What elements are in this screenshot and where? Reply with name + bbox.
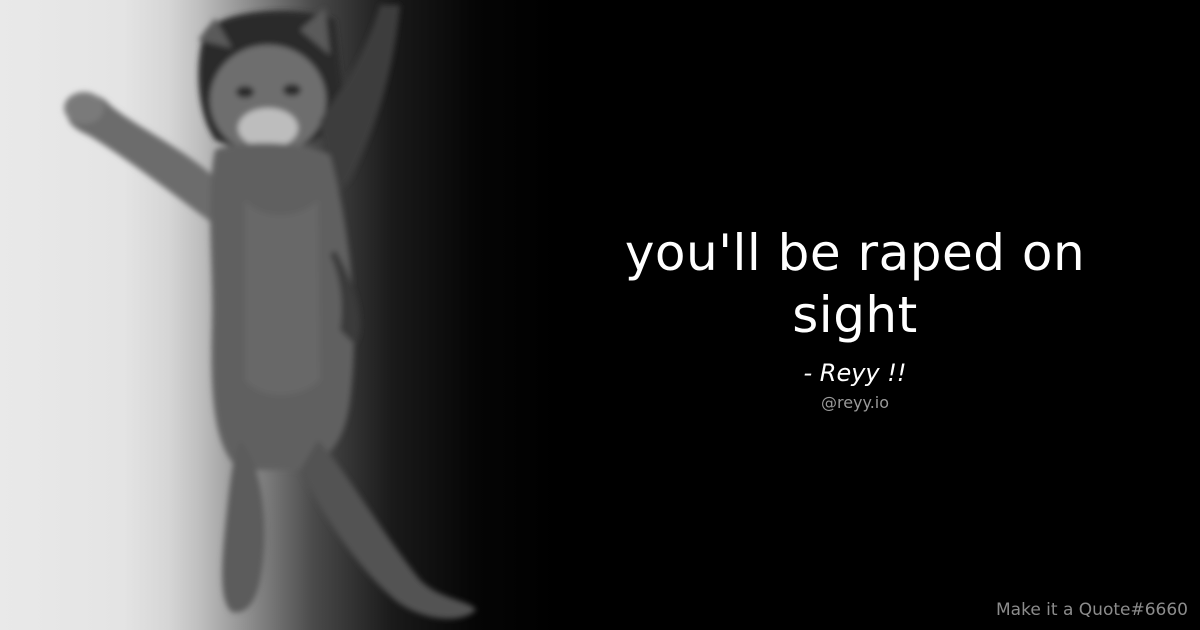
author-handle: @reyy.io bbox=[820, 393, 890, 412]
quote-author: - Reyy !! bbox=[803, 359, 907, 387]
cat-figure bbox=[0, 0, 560, 630]
quote-line-2: sight bbox=[792, 286, 918, 344]
cat-silhouette bbox=[64, 5, 476, 619]
quote-text bbox=[540, 222, 1170, 346]
cat-photo bbox=[0, 0, 560, 630]
watermark: Make it a Quote#6660 bbox=[996, 600, 1188, 620]
quote-line-1: you'll be raped on bbox=[624, 224, 1086, 282]
quote-block bbox=[540, 222, 1170, 414]
